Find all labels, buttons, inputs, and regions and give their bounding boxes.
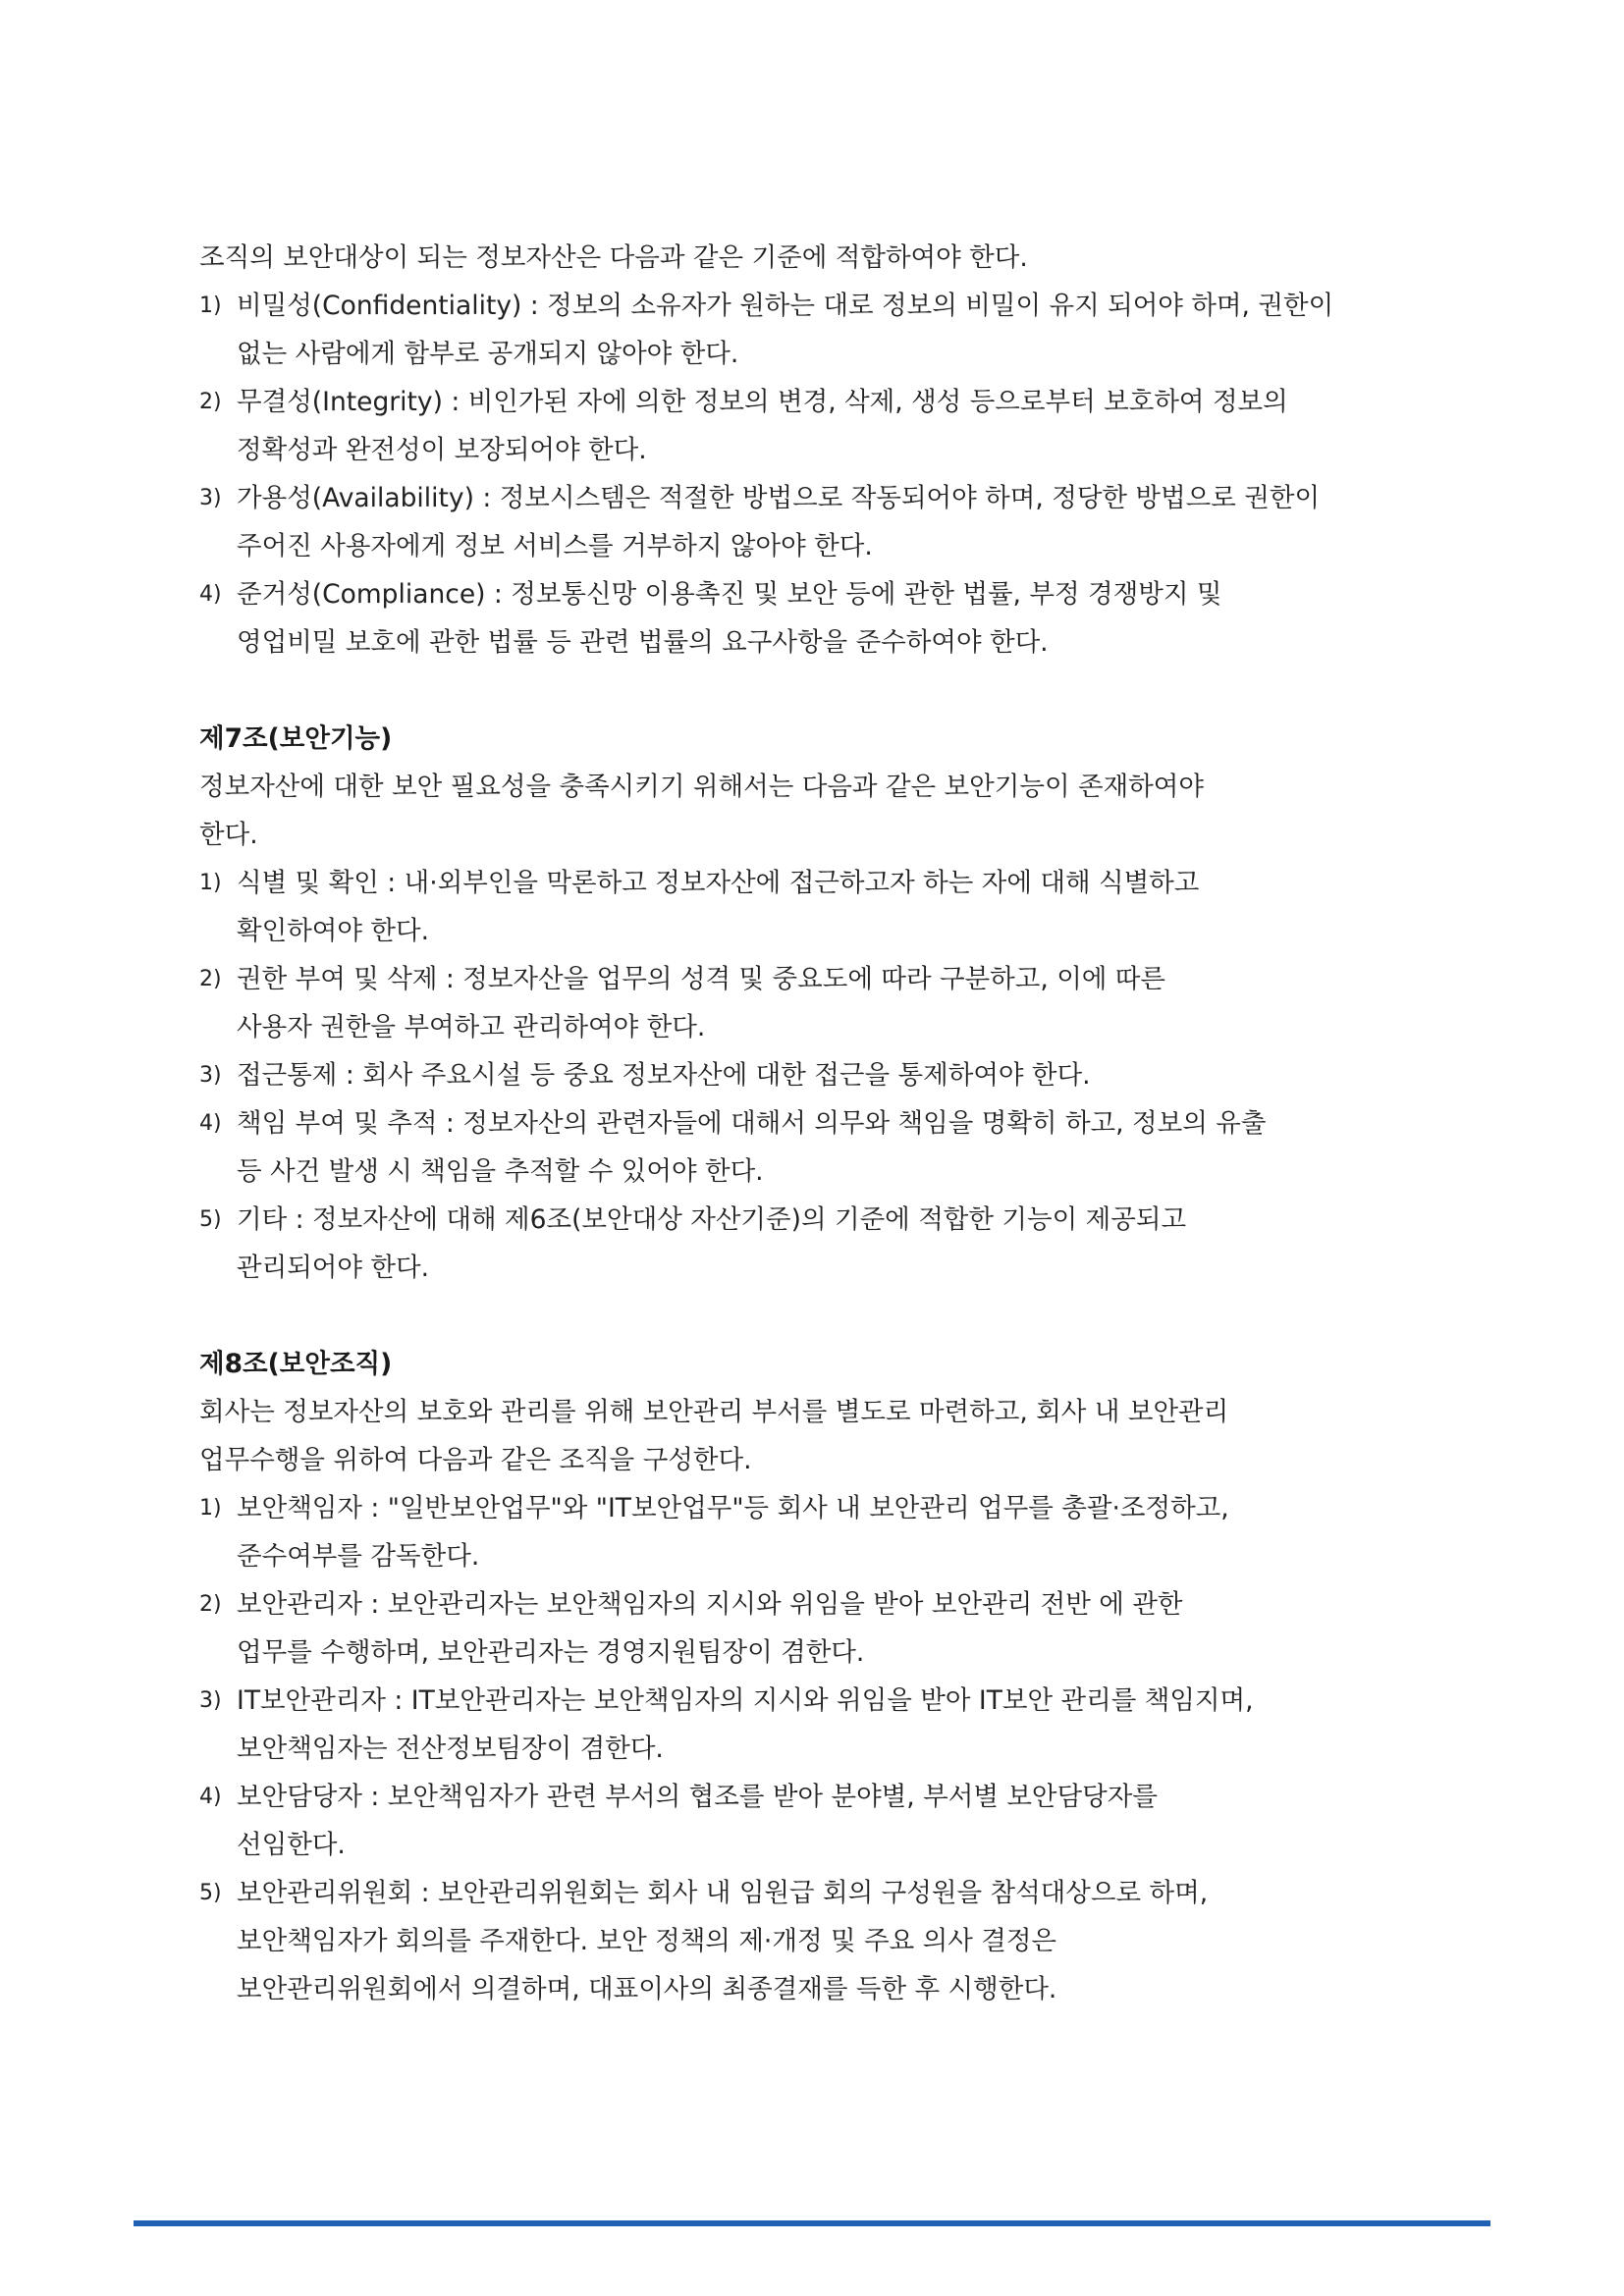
footer-divider	[134, 2220, 1490, 2226]
list-item-text: 보안관리위원회 : 보안관리위원회는 회사 내 임원급 회의 구성원을 참석대상으로 하며, 보안책임자가 회의를 주재한다. 보안 정책의 제·개정 및 주요 의사 결정은 보안관리위원회에서 의결하며, 대표이사의 최종결재를 득한 후 시행한다.	[237, 1878, 1209, 2004]
list-item-text: IT보안관리자 : IT보안관리자는 보안책임자의 지시와 위임을 받아 IT보안 관리를 책임지며, 보안책임자는 전산정보팀장이 겸한다.	[237, 1685, 1254, 1764]
list-item	[199, 282, 1436, 378]
section7-heading: 제7조(보안기능)	[199, 723, 393, 754]
list-item-text: 접근통제 : 회사 주요시설 등 중요 정보자산에 대한 접근을 통제하여야 한다.	[237, 1060, 1091, 1091]
list-item	[199, 1484, 1436, 1580]
list-item-text: 보안관리자 : 보안관리자는 보안책임자의 지시와 위임을 받아 보안관리 전반 에 관한 업무를 수행하며, 보안관리자는 경영지원팀장이 겸한다.	[237, 1589, 1183, 1668]
list-item	[199, 378, 1436, 474]
list-item-number: 4)	[199, 582, 222, 607]
list-item	[199, 570, 1436, 667]
list-item-number: 1)	[199, 871, 222, 895]
section-gap	[199, 667, 1436, 715]
list-item-number: 5)	[199, 1207, 222, 1232]
list-item-text: 가용성(Availability) : 정보시스템은 적절한 방법으로 작동되어야 하며, 정당한 방법으로 권한이 주어진 사용자에게 정보 서비스를 거부하지 않아야 한다.	[237, 483, 1321, 561]
list-item	[199, 1869, 1436, 2013]
list-item	[199, 1677, 1436, 1773]
list-item-text: 무결성(Integrity) : 비인가된 자에 의한 정보의 변경, 삭제, 생성 등으로부터 보호하여 정보의 정확성과 완전성이 보장되어야 한다.	[237, 387, 1288, 465]
list-item-text: 책임 부여 및 추적 : 정보자산의 관련자들에 대해서 의무와 책임을 명확히 하고, 정보의 유출 등 사건 발생 시 책임을 추적할 수 있어야 한다.	[237, 1108, 1267, 1187]
list-item-text: 권한 부여 및 삭제 : 정보자산을 업무의 성격 및 중요도에 따라 구분하고, 이에 따른 사용자 권한을 부여하고 관리하여야 한다.	[237, 964, 1166, 1042]
list-item-text: 식별 및 확인 : 내·외부인을 막론하고 정보자산에 접근하고자 하는 자에 대해 식별하고 확인하여야 한다.	[237, 868, 1200, 946]
section6-intro: 조직의 보안대상이 되는 정보자산은 다음과 같은 기준에 적합하여야 한다.	[199, 242, 1028, 273]
list-item	[199, 1196, 1436, 1292]
list-item-number: 5)	[199, 1881, 222, 1905]
list-item-number: 3)	[199, 1688, 222, 1713]
list-item	[199, 955, 1436, 1051]
section7-list	[199, 859, 1436, 1292]
list-item	[199, 1773, 1436, 1869]
list-item-number: 2)	[199, 390, 222, 414]
list-item	[199, 1051, 1436, 1099]
list-item-text: 준거성(Compliance) : 정보통신망 이용촉진 및 보안 등에 관한 법률, 부정 경쟁방지 및 영업비밀 보호에 관한 법률 등 관련 법률의 요구사항을 준수하여야 한다.	[237, 579, 1222, 658]
list-item-number: 1)	[199, 1496, 222, 1521]
list-item-text: 보안책임자 : "일반보안업무"와 "IT보안업무"등 회사 내 보안관리 업무를 총괄·조정하고, 준수여부를 감독한다.	[237, 1493, 1229, 1572]
section6-list	[199, 282, 1436, 667]
list-item-number: 3)	[199, 486, 222, 510]
section-gap	[199, 1292, 1436, 1340]
list-item	[199, 859, 1436, 955]
list-item	[199, 1099, 1436, 1196]
list-item	[199, 1580, 1436, 1677]
section7-intro: 정보자산에 대한 보안 필요성을 충족시키기 위해서는 다음과 같은 보안기능이 존재하여야 한다.	[199, 772, 1204, 850]
section8-intro: 회사는 정보자산의 보호와 관리를 위해 보안관리 부서를 별도로 마련하고, 회사 내 보안관리 업무수행을 위하여 다음과 같은 조직을 구성한다.	[199, 1397, 1229, 1475]
list-item-number: 4)	[199, 1111, 222, 1136]
list-item	[199, 474, 1436, 570]
list-item-text: 기타 : 정보자산에 대해 제6조(보안대상 자산기준)의 기준에 적합한 기능이 제공되고 관리되어야 한다.	[237, 1204, 1187, 1283]
list-item-number: 4)	[199, 1785, 222, 1809]
list-item-text: 보안담당자 : 보안책임자가 관련 부서의 협조를 받아 분야별, 부서별 보안담당자를 선임한다.	[237, 1782, 1158, 1860]
list-item-number: 2)	[199, 1592, 222, 1617]
list-item-number: 2)	[199, 967, 222, 991]
section8-list	[199, 1484, 1436, 2013]
list-item-number: 3)	[199, 1063, 222, 1088]
section8-heading: 제8조(보안조직)	[199, 1349, 393, 1379]
list-item-text: 비밀성(Confidentiality) : 정보의 소유자가 원하는 대로 정보의 비밀이 유지 되어야 하며, 권한이 없는 사람에게 함부로 공개되지 않아야 한다.	[237, 291, 1334, 369]
document-body	[199, 234, 1436, 2013]
list-item-number: 1)	[199, 294, 222, 318]
